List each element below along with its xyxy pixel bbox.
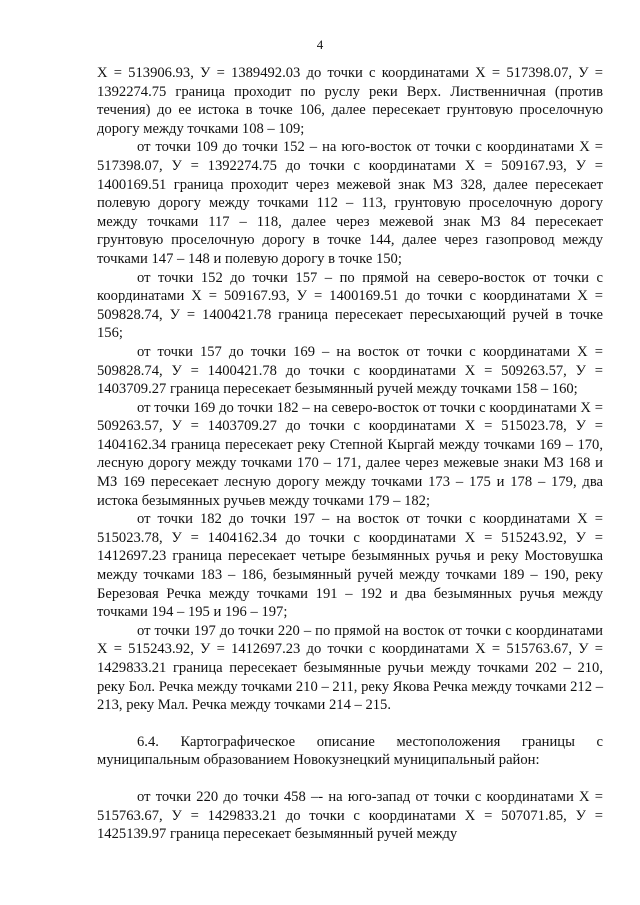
section-heading: 6.4. Картографическое описание местоположения границы с муниципальным образованием Новокузнецкий муниципальный район: [97, 733, 603, 769]
paragraph: от точки 182 до точки 197 – на восток от точки с координатами Х = 515023.78, У = 1404162.34 до точки с координатами Х = 515243.92, У = 1412697.23 граница пересекает четыре безымянных ручья и реку Мостовушка между точками 183 – 186, безымянный ручей между точками 189 – 190, реку Березовая Речка между точками 191 – 192 и два безымянных ручья между точками 194 – 195 и 196 – 197; [97, 511, 603, 621]
paragraph: Х = 513906.93, У = 1389492.03 до точки с координатами Х = 517398.07, У = 1392274.75 граница проходит по руслу реки Верх. Лиственничная (против течения) до ее истока в точке 106, далее пересекает грунтовую проселочную дорогу между точками 108 – 109; [97, 65, 603, 137]
paragraph: от точки 152 до точки 157 – по прямой на северо-восток от точки с координатами Х = 509167.93, У = 1400169.51 до точки с координатами Х = 509828.74, У = 1400421.78 граница пересекает пересыхающий ручей в точке 156; [97, 269, 603, 342]
page-number: 4 [316, 37, 324, 52]
document-body [97, 64, 603, 844]
paragraph: от точки 197 до точки 220 – по прямой на восток от точки с координатами Х = 515243.92, У = 1412697.23 до точки с координатами Х = 515763.67, У = 1429833.21 граница пересекает безымянные ручьи между точками 202 – 210, реку Бол. Речка между точками 210 – 211, реку Якова Речка между точками 212 – 213, реку Мал. Речка между точками 214 – 215. [97, 622, 603, 714]
paragraph: от точки 157 до точки 169 – на восток от точки с координатами Х = 509828.74, У = 1400421.78 до точки с координатами Х = 509263.57, У = 1403709.27 граница пересекает безымянный ручей между точками 158 – 160; [97, 343, 603, 398]
paragraph: от точки 220 до точки 458 –- на юго-запад от точки с координатами Х = 515763.67, У = 1429833.21 до точки с координатами Х = 507071.85, У = 1425139.97 граница пересекает безымянный ручей между [97, 788, 603, 843]
paragraph: от точки 109 до точки 152 – на юго-восток от точки с координатами Х = 517398.07, У = 1392274.75 до точки с координатами Х = 509167.93, У = 1400169.51 граница проходит через межевой знак МЗ 328, далее пересекает полевую дорогу между точками 112 – 113, грунтовую проселочную дорогу между точками 117 – 118, далее через межевой знак МЗ 84 пересекает грунтовую проселочную дорогу в точке 144, далее через газопровод между точками 147 – 148 и полевую дорогу в точке 150; [97, 139, 603, 267]
paragraph: от точки 169 до точки 182 – на северо-восток от точки с координатами Х = 509263.57, У = 1403709.27 до точки с координатами Х = 515023.78, У = 1404162.34 граница пересекает реку Степной Кыргай между точками 169 – 170, лесную дорогу между точками 170 – 171, далее через межевые знаки МЗ 168 и МЗ 169 пересекает лесную дорогу между точками 173 – 175 и 178 – 179, два истока безымянных ручьев между точками 179 – 182; [97, 399, 603, 509]
